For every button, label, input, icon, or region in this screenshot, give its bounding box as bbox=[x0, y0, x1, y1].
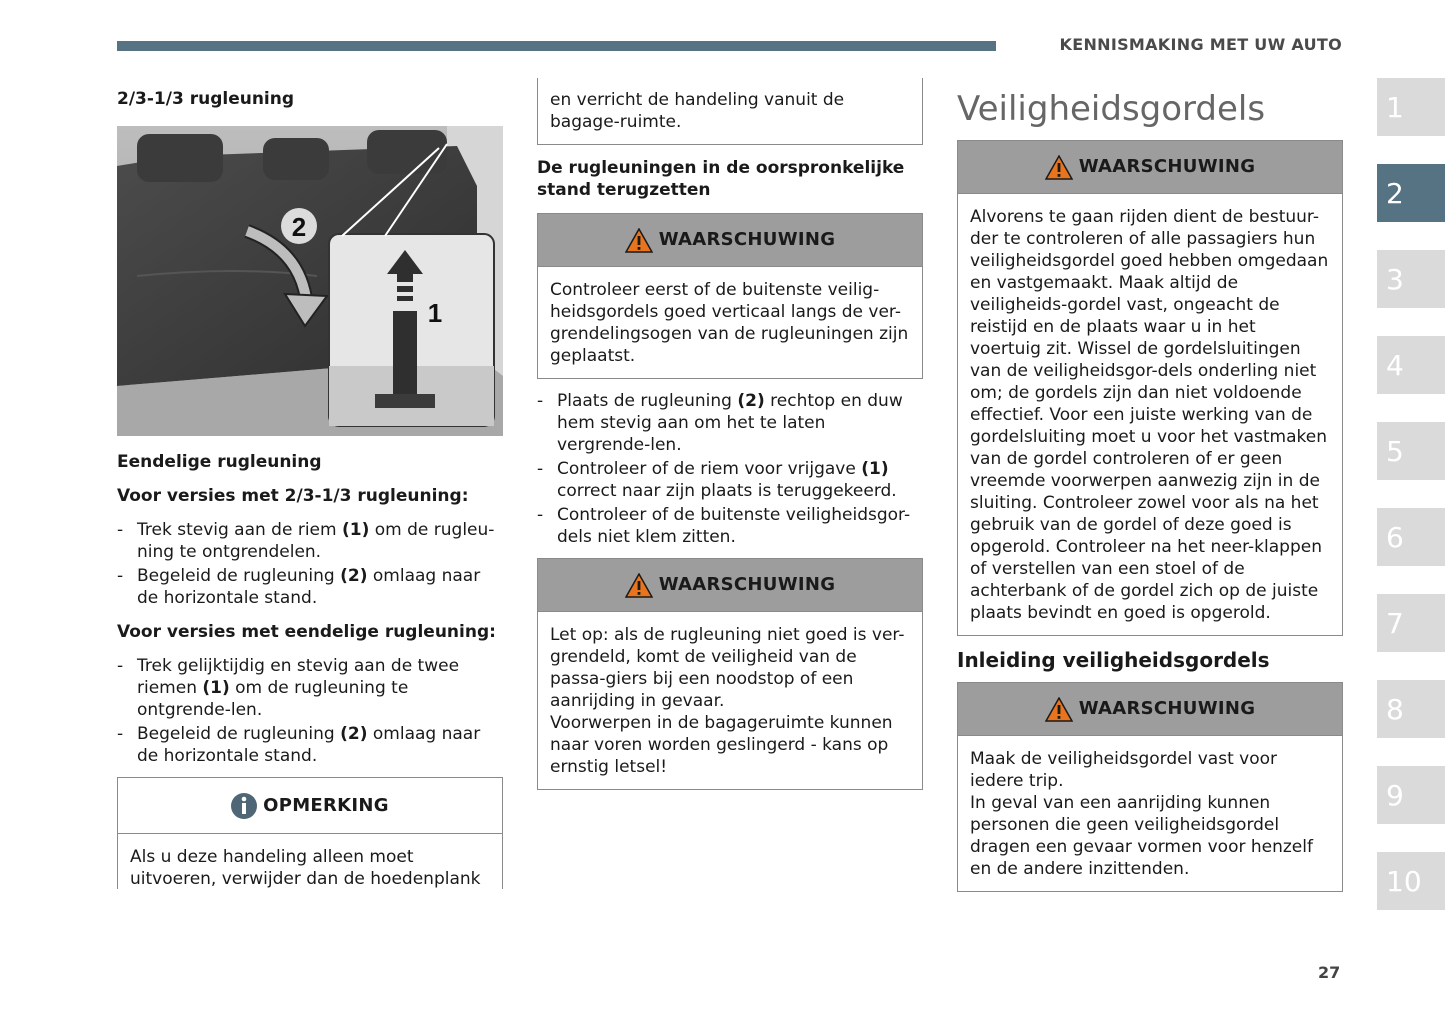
warning-title: WAARSCHUWING bbox=[1078, 156, 1256, 177]
chapter-tab-1[interactable]: 1 bbox=[1377, 78, 1445, 136]
note-box-continued: en verricht de handeling vanuit de bagage-ruimte. bbox=[537, 78, 923, 145]
subheading-intro: Inleiding veiligheidsgordels bbox=[957, 648, 1270, 672]
list-item: - Trek stevig aan de riem (1) om de rugleu-ning te ontgrendelen. bbox=[117, 519, 503, 563]
chapter-tab-4[interactable]: 4 bbox=[1377, 336, 1445, 394]
chapter-tabs bbox=[1377, 78, 1445, 938]
chapter-tab-3[interactable]: 3 bbox=[1377, 250, 1445, 308]
warning-text: Controleer eerst of de buitenste veilig-heidsgordels goed verticaal langs de ver-grendelingsogen van de rugleuningen zijn geplaatst. bbox=[550, 280, 909, 366]
figure-label-2: 2 bbox=[291, 212, 307, 242]
versions-label-b: Voor versies met eendelige rugleuning: bbox=[117, 622, 496, 642]
warning-text bbox=[538, 612, 922, 789]
warning-paragraph: Let op: als de rugleuning niet goed is ver-grendeld, komt de veiligheid van de passa-giers bij een noodstop of een aanrijding in gevaar. bbox=[550, 625, 905, 711]
warning-triangle-icon bbox=[1045, 697, 1073, 722]
chapter-tab-8[interactable]: 8 bbox=[1377, 680, 1445, 738]
instruction-list bbox=[537, 390, 923, 548]
chapter-tab-6[interactable]: 6 bbox=[1377, 508, 1445, 566]
warning-triangle-icon bbox=[625, 228, 653, 253]
warning-header bbox=[958, 683, 1342, 736]
warning-triangle-icon bbox=[1045, 155, 1073, 180]
chapter-tab-5[interactable]: 5 bbox=[1377, 422, 1445, 480]
warning-title: WAARSCHUWING bbox=[1078, 698, 1256, 719]
instruction-list-b bbox=[117, 655, 503, 767]
header-rule bbox=[117, 41, 996, 51]
rear-seat-illustration bbox=[117, 126, 503, 436]
warning-header bbox=[538, 214, 922, 267]
section-title: Veiligheidsgordels bbox=[957, 89, 1266, 129]
chapter-tab-2[interactable]: 2 bbox=[1377, 164, 1445, 222]
column-2 bbox=[537, 78, 923, 790]
subheading-single-backrest: Eendelige rugleuning bbox=[117, 452, 322, 472]
list-item: - Controleer of de buitenste veiligheidsgor-dels niet klem zitten. bbox=[537, 504, 923, 548]
list-item: - Controleer of de riem voor vrijgave (1) correct naar zijn plaats is teruggekeerd. bbox=[537, 458, 923, 502]
column-1 bbox=[117, 88, 503, 889]
chapter-title: KENNISMAKING MET UW AUTO bbox=[1059, 35, 1342, 54]
warning-header bbox=[538, 559, 922, 612]
note-title: OPMERKING bbox=[263, 794, 389, 816]
warning-box-1 bbox=[537, 213, 923, 379]
info-icon bbox=[231, 793, 257, 819]
chapter-tab-10[interactable]: 10 bbox=[1377, 852, 1445, 910]
warning-paragraph: Maak de veiligheidsgordel vast voor iedere trip. bbox=[970, 749, 1278, 791]
headrest-left bbox=[137, 134, 223, 182]
section-heading: 2/3-1/3 rugleuning bbox=[117, 89, 295, 109]
seat-fold-diagram bbox=[117, 126, 503, 436]
warning-box-4 bbox=[957, 682, 1343, 892]
note-box bbox=[117, 777, 503, 889]
warning-header bbox=[958, 141, 1342, 194]
warning-text: Alvorens te gaan rijden dient de bestuur-der te controleren of alle passagiers hun veiligheidsgordel goed hebben omgedaan en vastgemaakt. Maak altijd de veiligheids-gordel vast, ongeacht de reistijd en de plaats waar u in het voertuig zit. Wissel de gordelsluitingen van de veiligheidsgor-dels onderling niet om; de gordels zijn dan niet voldoende effectief. Voor een juiste werking van de gordelsluiting moet u voor het vastmaken van de gordel controleren of er geen vreemde voorwerpen aanwezig zijn in de sluiting. Controleer zowel voor als na het gebruik van de gordel of deze goed is opgerold. Controleer na het neer-klappen of verstellen van een stoel of de achterbank of de gordel zich op de juiste plaats bevindt en goed is opgerold. bbox=[970, 207, 1329, 623]
warning-title: WAARSCHUWING bbox=[658, 574, 836, 595]
warning-triangle-icon bbox=[625, 573, 653, 598]
headrest-middle bbox=[263, 138, 329, 180]
instruction-list-a bbox=[117, 519, 503, 609]
chapter-tab-7[interactable]: 7 bbox=[1377, 594, 1445, 652]
note-text: Als u deze handeling alleen moet uitvoeren, verwijder dan de hoedenplank bbox=[130, 847, 481, 889]
warning-text bbox=[958, 736, 1342, 891]
list-item: - Trek gelijktijdig en stevig aan de twee riemen (1) om de rugleuning te ontgrende-len. bbox=[117, 655, 503, 721]
subheading-restore-backrest: De rugleuningen in de oorspronkelijke stand terugzetten bbox=[537, 158, 905, 200]
page-number: 27 bbox=[1318, 963, 1341, 982]
warning-box-2 bbox=[537, 558, 923, 790]
chapter-tab-9[interactable]: 9 bbox=[1377, 766, 1445, 824]
list-item: - Begeleid de rugleuning (2) omlaag naar de horizontale stand. bbox=[117, 723, 503, 767]
warning-title: WAARSCHUWING bbox=[658, 229, 836, 250]
warning-paragraph: Voorwerpen in de bagageruimte kunnen naar voren worden geslingerd - kans op ernstig letsel! bbox=[550, 713, 893, 777]
list-item: - Begeleid de rugleuning (2) omlaag naar de horizontale stand. bbox=[117, 565, 503, 609]
warning-box-3 bbox=[957, 140, 1343, 636]
figure-label-1: 1 bbox=[427, 298, 443, 328]
versions-label-a: Voor versies met 2/3-1/3 rugleuning: bbox=[117, 486, 469, 506]
list-item: - Plaats de rugleuning (2) rechtop en duw hem stevig aan om het te laten vergrende-len. bbox=[537, 390, 923, 456]
warning-paragraph: In geval van een aanrijding kunnen personen die geen veiligheidsgordel dragen een gevaar vormen voor henzelf en de andere inzittenden. bbox=[970, 793, 1313, 879]
note-header bbox=[118, 778, 502, 834]
column-3 bbox=[957, 86, 1343, 892]
